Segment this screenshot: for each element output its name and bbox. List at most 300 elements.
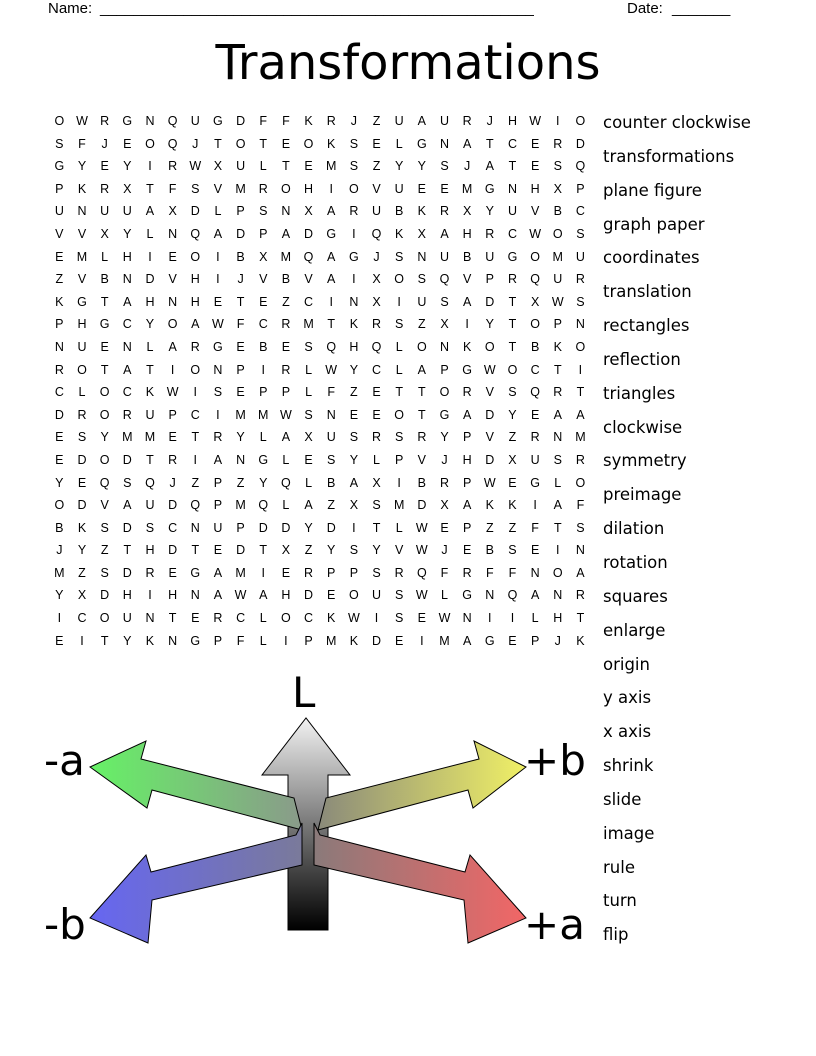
grid-letter[interactable]: G (213, 114, 223, 128)
grid-letter[interactable]: R (462, 565, 472, 580)
grid-letter[interactable]: S (100, 565, 109, 580)
grid-letter[interactable]: R (100, 114, 110, 128)
grid-letter[interactable]: I (352, 520, 356, 535)
grid-letter[interactable]: N (190, 588, 200, 603)
grid-letter[interactable]: S (417, 272, 426, 287)
grid-letter[interactable]: U (145, 498, 155, 513)
grid-letter[interactable]: E (168, 430, 177, 445)
grid-letter[interactable]: Y (123, 159, 132, 174)
grid-letter[interactable]: E (168, 565, 177, 580)
grid-letter[interactable]: A (349, 475, 359, 490)
grid-letter[interactable]: X (417, 226, 426, 241)
grid-letter[interactable]: B (327, 475, 336, 490)
grid-letter[interactable]: N (168, 226, 178, 241)
grid-letter[interactable]: T (395, 385, 403, 400)
grid-letter[interactable]: S (349, 159, 359, 174)
grid-letter[interactable]: B (259, 339, 268, 354)
grid-letter[interactable]: M (325, 159, 337, 174)
grid-letter[interactable]: D (54, 407, 64, 422)
grid-letter[interactable]: E (55, 249, 64, 264)
grid-letter[interactable]: I (533, 498, 537, 513)
grid-letter[interactable]: B (100, 272, 109, 287)
grid-letter[interactable]: O (281, 611, 291, 626)
grid-letter[interactable]: H (168, 588, 178, 603)
grid-letter[interactable]: R (575, 452, 585, 467)
grid-letter[interactable]: L (282, 452, 290, 467)
grid-letter[interactable]: U (575, 249, 585, 264)
grid-letter[interactable]: M (258, 407, 269, 422)
grid-letter[interactable]: E (372, 136, 381, 151)
grid-letter[interactable]: R (168, 159, 178, 174)
grid-letter[interactable]: S (191, 181, 200, 196)
grid-letter[interactable]: I (374, 611, 379, 626)
grid-letter[interactable]: U (236, 159, 246, 174)
grid-letter[interactable]: P (349, 565, 359, 580)
grid-letter[interactable]: N (439, 136, 449, 151)
grid-letter[interactable]: H (304, 181, 314, 196)
grid-letter[interactable]: D (236, 543, 246, 558)
grid-letter[interactable]: Y (123, 633, 132, 648)
grid-letter[interactable]: C (258, 317, 268, 332)
grid-letter[interactable]: I (352, 272, 356, 287)
grid-letter[interactable]: G (462, 362, 472, 377)
grid-letter[interactable]: A (440, 226, 449, 241)
grid-letter[interactable]: V (485, 385, 494, 400)
grid-letter[interactable]: N (349, 294, 359, 309)
grid-letter[interactable]: Q (167, 136, 178, 151)
grid-letter[interactable]: U (122, 611, 132, 626)
grid-letter[interactable]: S (440, 294, 449, 309)
grid-letter[interactable]: Z (372, 114, 381, 128)
grid-letter[interactable]: M (235, 407, 246, 422)
grid-letter[interactable]: N (439, 339, 449, 354)
grid-letter[interactable]: R (304, 565, 314, 580)
grid-letter[interactable]: M (393, 498, 405, 513)
grid-letter[interactable]: S (576, 226, 585, 241)
grid-letter[interactable]: Z (418, 317, 426, 332)
grid-letter[interactable]: O (394, 272, 405, 287)
grid-letter[interactable]: X (304, 204, 313, 219)
grid-letter[interactable]: E (55, 452, 64, 467)
grid-letter[interactable]: N (281, 204, 291, 219)
grid-letter[interactable]: L (214, 204, 222, 219)
grid-letter[interactable]: Y (485, 317, 494, 332)
grid-letter[interactable]: L (395, 339, 403, 354)
grid-letter[interactable]: P (553, 317, 562, 332)
grid-letter[interactable]: K (77, 520, 87, 535)
grid-letter[interactable]: P (236, 362, 245, 377)
grid-letter[interactable]: U (190, 114, 200, 128)
grid-letter[interactable]: D (77, 498, 87, 513)
grid-letter[interactable]: D (168, 543, 178, 558)
grid-letter[interactable]: P (259, 385, 268, 400)
grid-letter[interactable]: R (507, 272, 517, 287)
grid-letter[interactable]: T (372, 520, 381, 535)
grid-letter[interactable]: T (508, 294, 517, 309)
grid-letter[interactable]: R (281, 317, 291, 332)
grid-letter[interactable]: R (530, 430, 540, 445)
grid-letter[interactable]: E (236, 385, 245, 400)
grid-letter[interactable]: U (54, 204, 64, 219)
grid-letter[interactable]: Z (508, 430, 517, 445)
grid-letter[interactable]: U (485, 249, 495, 264)
grid-letter[interactable]: W (325, 362, 338, 377)
grid-letter[interactable]: E (213, 543, 223, 558)
grid-letter[interactable]: C (168, 520, 178, 535)
grid-letter[interactable]: E (55, 430, 64, 445)
grid-letter[interactable]: E (236, 339, 245, 354)
grid-letter[interactable]: J (237, 272, 244, 287)
grid-letter[interactable]: B (485, 543, 494, 558)
grid-letter[interactable]: J (350, 114, 357, 128)
grid-letter[interactable]: X (440, 498, 449, 513)
grid-letter[interactable]: H (462, 226, 472, 241)
grid-letter[interactable]: O (575, 339, 586, 354)
grid-letter[interactable]: G (77, 294, 87, 309)
grid-letter[interactable]: L (259, 159, 267, 174)
grid-letter[interactable]: T (168, 611, 177, 626)
grid-letter[interactable]: M (122, 430, 133, 445)
grid-letter[interactable]: F (282, 114, 290, 128)
grid-letter[interactable]: T (576, 611, 585, 626)
grid-letter[interactable]: E (440, 181, 449, 196)
grid-letter[interactable]: X (372, 294, 381, 309)
grid-letter[interactable]: V (417, 452, 426, 467)
grid-letter[interactable]: Q (439, 272, 450, 287)
grid-letter[interactable]: R (122, 407, 132, 422)
grid-letter[interactable]: E (530, 407, 540, 422)
grid-letter[interactable]: Q (371, 226, 382, 241)
grid-letter[interactable]: U (77, 339, 87, 354)
grid-letter[interactable]: H (281, 588, 291, 603)
grid-letter[interactable]: B (530, 339, 540, 354)
grid-letter[interactable]: O (348, 588, 359, 603)
grid-letter[interactable]: N (145, 114, 155, 128)
grid-letter[interactable]: F (236, 317, 245, 332)
grid-letter[interactable]: D (77, 452, 87, 467)
grid-letter[interactable]: H (507, 114, 517, 128)
grid-letter[interactable]: Q (507, 588, 518, 603)
grid-letter[interactable]: P (259, 226, 268, 241)
grid-letter[interactable]: Z (191, 475, 200, 490)
grid-letter[interactable]: T (576, 385, 585, 400)
grid-letter[interactable]: X (259, 249, 268, 264)
grid-letter[interactable]: A (462, 498, 472, 513)
grid-letter[interactable]: J (192, 136, 199, 151)
grid-letter[interactable]: T (191, 430, 200, 445)
grid-letter[interactable]: U (213, 520, 223, 535)
grid-letter[interactable]: M (235, 498, 246, 513)
grid-letter[interactable]: N (575, 317, 585, 332)
grid-letter[interactable]: C (77, 611, 87, 626)
grid-letter[interactable]: E (327, 588, 336, 603)
grid-letter[interactable]: W (279, 407, 292, 422)
grid-letter[interactable]: Q (190, 498, 201, 513)
grid-letter[interactable]: O (99, 385, 110, 400)
grid-letter[interactable]: U (394, 114, 404, 128)
grid-letter[interactable]: A (213, 452, 223, 467)
grid-letter[interactable]: X (213, 159, 223, 174)
grid-letter[interactable]: R (417, 430, 427, 445)
grid-letter[interactable]: S (100, 520, 109, 535)
grid-letter[interactable]: J (56, 543, 63, 558)
grid-letter[interactable]: C (507, 226, 517, 241)
grid-letter[interactable]: N (326, 407, 336, 422)
grid-letter[interactable]: S (553, 159, 562, 174)
grid-letter[interactable]: Y (349, 452, 359, 467)
grid-letter[interactable]: A (530, 588, 540, 603)
grid-letter[interactable]: L (259, 611, 267, 626)
grid-letter[interactable]: A (304, 498, 313, 513)
grid-letter[interactable]: P (236, 204, 245, 219)
grid-letter[interactable]: Z (508, 520, 517, 535)
grid-letter[interactable]: V (100, 498, 109, 513)
grid-letter[interactable]: V (304, 272, 313, 287)
grid-letter[interactable]: R (213, 430, 223, 445)
grid-letter[interactable]: X (508, 452, 517, 467)
grid-letter[interactable]: N (145, 611, 155, 626)
grid-letter[interactable]: D (417, 498, 427, 513)
grid-letter[interactable]: J (169, 475, 176, 490)
grid-letter[interactable]: W (234, 588, 247, 603)
grid-letter[interactable]: T (418, 407, 426, 422)
grid-letter[interactable]: O (145, 136, 155, 151)
grid-letter[interactable]: T (123, 543, 132, 558)
grid-letter[interactable]: I (193, 452, 197, 467)
grid-letter[interactable]: O (507, 362, 518, 377)
grid-letter[interactable]: E (395, 633, 404, 648)
grid-letter[interactable]: O (99, 611, 110, 626)
grid-letter[interactable]: N (417, 249, 427, 264)
grid-letter[interactable]: Z (236, 475, 245, 490)
grid-letter[interactable]: O (394, 407, 405, 422)
grid-letter[interactable]: A (462, 407, 472, 422)
grid-letter[interactable]: E (530, 159, 540, 174)
grid-letter[interactable]: N (168, 633, 178, 648)
grid-letter[interactable]: Y (395, 159, 404, 174)
grid-letter[interactable]: S (576, 520, 585, 535)
grid-letter[interactable]: X (372, 475, 381, 490)
grid-letter[interactable]: K (395, 226, 404, 241)
grid-letter[interactable]: K (462, 339, 472, 354)
grid-letter[interactable]: P (213, 475, 223, 490)
grid-letter[interactable]: S (349, 543, 359, 558)
grid-letter[interactable]: X (123, 181, 132, 196)
grid-letter[interactable]: A (213, 588, 223, 603)
grid-letter[interactable]: Q (281, 475, 291, 490)
grid-letter[interactable]: I (488, 611, 492, 626)
grid-letter[interactable]: G (258, 452, 269, 467)
grid-letter[interactable]: Y (55, 475, 64, 490)
grid-letter[interactable]: H (190, 294, 200, 309)
grid-letter[interactable]: I (329, 181, 333, 196)
grid-letter[interactable]: Q (167, 114, 178, 128)
grid-letter[interactable]: W (189, 159, 202, 174)
grid-letter[interactable]: F (168, 181, 177, 196)
grid-letter[interactable]: A (462, 633, 472, 648)
grid-letter[interactable]: S (395, 249, 404, 264)
grid-letter[interactable]: U (372, 204, 382, 219)
grid-letter[interactable]: I (216, 272, 220, 287)
grid-letter[interactable]: G (416, 136, 427, 151)
grid-letter[interactable]: K (485, 498, 494, 513)
grid-letter[interactable]: Y (55, 588, 64, 603)
grid-letter[interactable]: W (529, 114, 542, 128)
grid-letter[interactable]: C (122, 317, 132, 332)
grid-letter[interactable]: A (281, 226, 291, 241)
grid-letter[interactable]: X (530, 294, 540, 309)
grid-letter[interactable]: T (553, 362, 562, 377)
grid-letter[interactable]: G (484, 181, 495, 196)
grid-letter[interactable]: Q (530, 385, 540, 400)
grid-letter[interactable]: R (462, 114, 472, 128)
grid-letter[interactable]: K (55, 294, 64, 309)
grid-letter[interactable]: K (145, 633, 155, 648)
grid-letter[interactable]: Q (326, 339, 337, 354)
grid-letter[interactable]: C (190, 407, 200, 422)
grid-letter[interactable]: F (531, 520, 539, 535)
grid-letter[interactable]: N (507, 181, 517, 196)
grid-letter[interactable]: I (193, 385, 197, 400)
grid-letter[interactable]: I (352, 226, 356, 241)
grid-letter[interactable]: B (462, 249, 472, 264)
grid-letter[interactable]: Q (530, 272, 540, 287)
grid-letter[interactable]: Y (77, 543, 87, 558)
grid-letter[interactable]: Y (304, 520, 313, 535)
grid-letter[interactable]: M (235, 565, 246, 580)
grid-letter[interactable]: I (170, 362, 175, 377)
grid-letter[interactable]: A (123, 498, 132, 513)
grid-letter[interactable]: X (372, 272, 381, 287)
grid-letter[interactable]: R (54, 362, 64, 377)
grid-letter[interactable]: X (304, 430, 313, 445)
grid-letter[interactable]: B (553, 204, 562, 219)
grid-letter[interactable]: W (529, 226, 542, 241)
grid-letter[interactable]: Z (304, 543, 313, 558)
grid-letter[interactable]: S (259, 204, 268, 219)
grid-letter[interactable]: R (394, 565, 404, 580)
grid-letter[interactable]: V (168, 272, 177, 287)
grid-letter[interactable]: H (349, 339, 359, 354)
grid-letter[interactable]: W (415, 588, 428, 603)
grid-letter[interactable]: S (77, 430, 87, 445)
grid-letter[interactable]: I (57, 611, 62, 626)
grid-letter[interactable]: R (439, 475, 449, 490)
grid-letter[interactable]: Z (350, 385, 358, 400)
grid-letter[interactable]: Z (55, 272, 64, 287)
grid-letter[interactable]: R (145, 565, 155, 580)
grid-letter[interactable]: N (462, 611, 472, 626)
grid-letter[interactable]: R (213, 611, 223, 626)
grid-letter[interactable]: E (55, 633, 64, 648)
grid-letter[interactable]: E (100, 159, 109, 174)
grid-letter[interactable]: Q (145, 475, 155, 490)
grid-letter[interactable]: M (552, 249, 563, 264)
grid-letter[interactable]: D (236, 226, 246, 241)
grid-letter[interactable]: D (304, 226, 314, 241)
grid-letter[interactable]: B (236, 249, 245, 264)
grid-letter[interactable]: U (439, 249, 449, 264)
grid-letter[interactable]: M (303, 317, 314, 332)
grid-letter[interactable]: Z (485, 520, 494, 535)
grid-letter[interactable]: W (551, 294, 564, 309)
grid-letter[interactable]: T (327, 317, 336, 332)
grid-letter[interactable]: N (553, 588, 563, 603)
grid-letter[interactable]: L (282, 498, 290, 513)
grid-letter[interactable]: D (372, 633, 382, 648)
grid-letter[interactable]: K (145, 385, 155, 400)
grid-letter[interactable]: V (462, 272, 472, 287)
grid-letter[interactable]: C (372, 362, 382, 377)
grid-letter[interactable]: E (304, 452, 313, 467)
grid-letter[interactable]: H (462, 452, 472, 467)
grid-letter[interactable]: K (77, 181, 87, 196)
grid-letter[interactable]: J (554, 633, 561, 648)
grid-letter[interactable]: T (191, 543, 200, 558)
grid-letter[interactable]: E (372, 407, 381, 422)
grid-letter[interactable]: W (415, 520, 428, 535)
grid-letter[interactable]: O (167, 317, 178, 332)
grid-letter[interactable]: I (80, 633, 84, 648)
grid-letter[interactable]: Y (327, 543, 336, 558)
grid-letter[interactable]: J (373, 249, 380, 264)
grid-letter[interactable]: F (508, 565, 517, 580)
name-blank[interactable]: ____________________________________________________ (100, 0, 534, 17)
grid-letter[interactable]: A (327, 272, 336, 287)
grid-letter[interactable]: E (281, 136, 291, 151)
grid-letter[interactable]: S (349, 136, 359, 151)
grid-letter[interactable]: U (553, 272, 563, 287)
grid-letter[interactable]: S (349, 430, 359, 445)
grid-letter[interactable]: W (483, 475, 496, 490)
grid-letter[interactable]: C (122, 385, 132, 400)
grid-letter[interactable]: Y (417, 159, 426, 174)
grid-letter[interactable]: I (261, 565, 265, 580)
grid-letter[interactable]: C (304, 611, 314, 626)
grid-letter[interactable]: G (326, 226, 337, 241)
grid-letter[interactable]: T (100, 633, 109, 648)
grid-letter[interactable]: I (556, 543, 560, 558)
grid-letter[interactable]: R (100, 181, 110, 196)
grid-letter[interactable]: T (100, 362, 109, 377)
grid-letter[interactable]: I (148, 588, 152, 603)
grid-letter[interactable]: S (440, 159, 449, 174)
grid-letter[interactable]: D (168, 498, 178, 513)
grid-letter[interactable]: L (305, 362, 313, 377)
grid-letter[interactable]: L (78, 385, 86, 400)
grid-letter[interactable]: I (510, 611, 515, 626)
grid-letter[interactable]: K (553, 339, 562, 354)
grid-letter[interactable]: L (373, 452, 380, 467)
grid-letter[interactable]: I (397, 475, 401, 490)
grid-letter[interactable]: L (395, 520, 403, 535)
grid-letter[interactable]: M (280, 249, 292, 264)
grid-letter[interactable]: S (304, 407, 313, 422)
grid-letter[interactable]: E (417, 181, 426, 196)
grid-letter[interactable]: L (395, 362, 403, 377)
grid-letter[interactable]: A (145, 204, 155, 219)
grid-letter[interactable]: E (281, 339, 291, 354)
grid-letter[interactable]: T (282, 159, 290, 174)
grid-letter[interactable]: S (576, 294, 585, 309)
grid-letter[interactable]: O (575, 114, 586, 128)
grid-letter[interactable]: A (462, 136, 472, 151)
grid-letter[interactable]: L (531, 611, 539, 626)
grid-letter[interactable]: U (439, 114, 449, 128)
grid-letter[interactable]: D (122, 520, 132, 535)
grid-letter[interactable]: N (122, 272, 132, 287)
grid-letter[interactable]: W (347, 611, 360, 626)
